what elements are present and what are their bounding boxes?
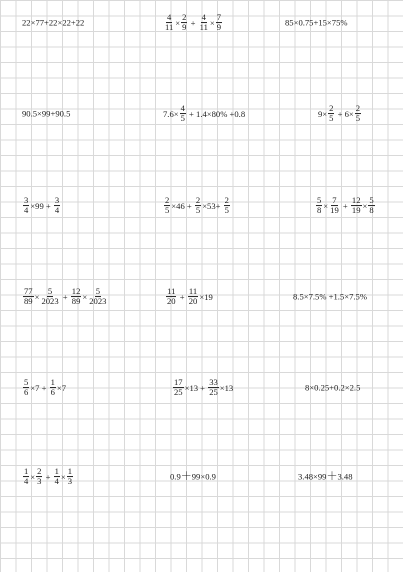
expression-text: + (177, 291, 187, 302)
numerator: 2 (37, 466, 42, 477)
denominator: 6 (50, 387, 55, 398)
numerator: 2 (195, 195, 201, 206)
fraction (23, 467, 29, 487)
numerator: 4 (180, 103, 185, 114)
numerator: 4 (166, 12, 172, 23)
numerator: 12 (351, 195, 361, 206)
denominator: 5 (195, 205, 201, 216)
denominator: 25 (209, 387, 218, 398)
fraction (351, 196, 362, 216)
problem-10 (22, 287, 108, 307)
numerator: 1 (50, 377, 55, 388)
fraction (195, 196, 201, 216)
expression-text: + (188, 17, 198, 28)
denominator: 5 (355, 113, 361, 124)
problem-16 (22, 467, 74, 487)
denominator: 4 (54, 476, 59, 487)
fraction (67, 467, 73, 487)
denominator: 8 (317, 205, 322, 216)
denominator: 19 (351, 205, 361, 216)
fraction (199, 13, 209, 33)
denominator: 25 (174, 387, 183, 398)
problem-11 (165, 287, 213, 307)
fraction (180, 104, 186, 124)
expression-text: + (340, 200, 350, 211)
expression-text: ×7 + (30, 382, 49, 393)
denominator: 8 (369, 205, 374, 216)
numerator: 2 (182, 12, 187, 23)
numerator: 5 (369, 195, 374, 206)
expression-text: ×13 + (184, 382, 208, 393)
fraction (23, 287, 34, 307)
numerator: 5 (24, 377, 29, 388)
fraction (50, 378, 56, 398)
denominator: 20 (188, 296, 198, 307)
denominator: 3 (67, 476, 73, 487)
expression-text: 90.5×99+90.5 (22, 108, 71, 119)
problem-4 (22, 110, 70, 119)
problem-2 (163, 13, 223, 33)
expression-text: × (362, 200, 368, 211)
fraction (181, 13, 187, 33)
problem-17 (170, 472, 216, 483)
expression-text: 8.5×7.5% +1.5×7.5% (293, 291, 367, 302)
numerator: 1 (67, 466, 73, 477)
expression-text: + 1.4×80% +0.8 (186, 108, 246, 119)
expression-text: + (60, 291, 70, 302)
fraction (164, 196, 170, 216)
fraction (54, 196, 60, 216)
fraction (36, 467, 42, 487)
fraction (188, 287, 199, 307)
numerator: 1 (54, 466, 59, 477)
numerator: 5 (47, 286, 53, 297)
problem-18 (298, 472, 353, 483)
numerator: 5 (317, 195, 322, 206)
numerator: 1 (24, 466, 29, 477)
denominator: 20 (167, 296, 176, 307)
expression-text: × (175, 17, 181, 28)
expression-text: 7.6× (163, 108, 179, 119)
numerator: 2 (165, 195, 170, 206)
denominator: 4 (54, 205, 60, 216)
numerator: 11 (188, 286, 198, 297)
numerator: 33 (209, 377, 218, 388)
operator: ＋ (180, 470, 192, 483)
numerator: 7 (216, 12, 222, 23)
fraction (329, 196, 340, 216)
expression-text: 99×0.9 (191, 471, 216, 482)
expression-text: × (82, 291, 88, 302)
expression-text: ×13 (219, 382, 234, 393)
denominator: 2023 (89, 296, 107, 307)
denominator: 4 (24, 205, 29, 216)
expression-text: + 6× (335, 108, 354, 119)
problem-7 (22, 196, 61, 216)
fraction (54, 467, 60, 487)
problem-15 (305, 384, 360, 393)
denominator: 11 (199, 22, 208, 33)
numerator: 4 (201, 12, 206, 23)
expression-text: ×46 + (171, 200, 194, 211)
problem-6 (318, 104, 362, 124)
operator: ＋ (326, 470, 338, 483)
denominator: 5 (165, 205, 170, 216)
fraction (216, 13, 222, 33)
denominator: 6 (24, 387, 29, 398)
numerator: 2 (355, 103, 361, 114)
expression-text: × (34, 291, 40, 302)
expression-text: ×19 (199, 291, 213, 302)
numerator: 3 (24, 195, 29, 206)
fraction (40, 287, 59, 307)
fraction (71, 287, 82, 307)
expression-text: 0.9 (170, 471, 181, 482)
denominator: 19 (330, 205, 339, 216)
problem-3 (285, 19, 348, 28)
expression-text: × (323, 200, 329, 211)
expression-text: 3.48×99 (298, 471, 327, 482)
expression-text: + (43, 471, 53, 482)
expression-text: ×7 (56, 382, 67, 393)
denominator: 3 (37, 476, 42, 487)
expression-text: 3.48 (337, 471, 353, 482)
denominator: 5 (224, 205, 229, 216)
fraction (88, 287, 107, 307)
problem-13 (22, 378, 66, 398)
numerator: 11 (167, 286, 176, 297)
expression-text: 9× (318, 108, 328, 119)
denominator: 9 (216, 22, 222, 33)
numerator: 17 (174, 377, 183, 388)
numerator: 3 (54, 195, 60, 206)
fraction (368, 196, 374, 216)
expression-text: 8×0.25+0.2×2.5 (305, 382, 361, 393)
problem-12 (293, 293, 367, 302)
denominator: 4 (24, 476, 29, 487)
expression-text: 85×0.75+15×75% (285, 17, 348, 28)
numerator: 77 (24, 286, 33, 297)
problem-9 (315, 196, 376, 216)
problem-1 (22, 19, 84, 28)
expression-text: × (60, 471, 66, 482)
fraction (316, 196, 322, 216)
problem-14 (172, 378, 233, 398)
denominator: 9 (182, 22, 187, 33)
expression-text: × (30, 471, 36, 482)
denominator: 89 (71, 296, 81, 307)
expression-text: × (209, 17, 215, 28)
fraction (164, 13, 174, 33)
fraction (355, 104, 361, 124)
expression-text: ×53+ (202, 200, 223, 211)
numerator: 2 (329, 103, 334, 114)
numerator: 5 (95, 286, 100, 297)
denominator: 11 (165, 22, 174, 33)
problem-5 (163, 104, 245, 124)
fraction (23, 196, 29, 216)
denominator: 2023 (41, 296, 59, 307)
denominator: 5 (180, 113, 185, 124)
fraction (328, 104, 334, 124)
fraction (208, 378, 219, 398)
denominator: 89 (24, 296, 33, 307)
fraction (224, 196, 230, 216)
numerator: 2 (224, 195, 229, 206)
fraction (166, 287, 177, 307)
numerator: 12 (71, 286, 81, 297)
fraction (23, 378, 29, 398)
fraction (173, 378, 184, 398)
expression-text: 22×77+22×22+22 (22, 17, 85, 28)
numerator: 7 (332, 195, 337, 206)
denominator: 5 (329, 113, 334, 124)
problem-8 (163, 196, 231, 216)
expression-text: ×99 + (30, 200, 53, 211)
